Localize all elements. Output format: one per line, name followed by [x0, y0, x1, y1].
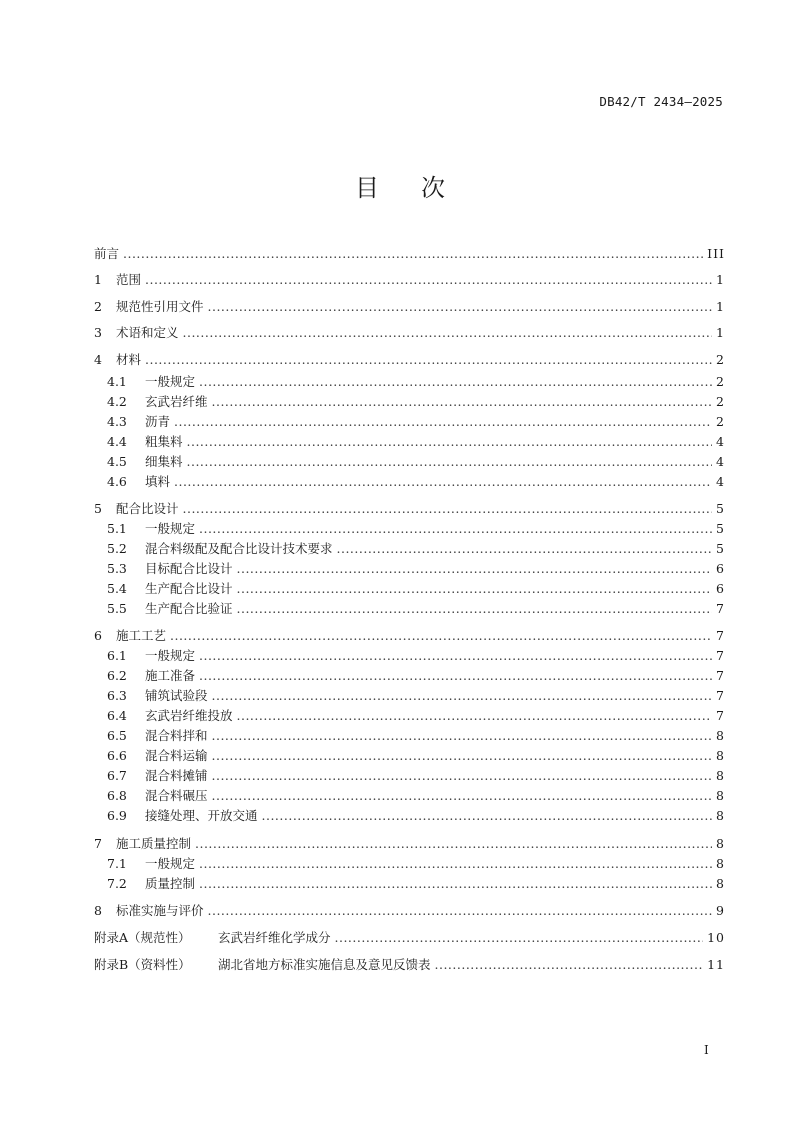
- toc-entry-page: 7: [716, 688, 725, 703]
- toc-entry-number: 5.1: [107, 521, 127, 536]
- toc-entry[interactable]: [94, 272, 725, 288]
- toc-entry-page: 2: [716, 394, 725, 409]
- toc-entry-label: 沥青: [145, 414, 171, 429]
- toc-entry-label: 混合料碾压: [145, 788, 208, 803]
- toc-entry-label: 细集料: [145, 454, 183, 469]
- toc-entry-number: 4.1: [107, 374, 127, 389]
- toc-leader-dots: [335, 930, 704, 946]
- toc-entry[interactable]: [107, 414, 725, 430]
- toc-entry[interactable]: [107, 561, 725, 577]
- toc-entry[interactable]: [107, 648, 725, 664]
- toc-entry[interactable]: [107, 581, 725, 597]
- toc-entry-label: 混合料运输: [145, 748, 208, 763]
- toc-entry-number: 4.4: [107, 434, 127, 449]
- toc-entry-label: 粗集料: [145, 434, 183, 449]
- toc-entry-label: 一般规定: [145, 856, 196, 871]
- toc-entry[interactable]: [107, 876, 725, 892]
- toc-entry-number: 4.3: [107, 414, 127, 429]
- toc-leader-dots: [199, 668, 712, 684]
- toc-entry-page: 2: [716, 352, 725, 367]
- toc-entry-number: 6: [94, 628, 102, 643]
- toc-entry-page: 7: [716, 601, 725, 616]
- document-code: DB42/T 2434—2025: [599, 94, 723, 109]
- toc-entry-label: 一般规定: [145, 648, 196, 663]
- page-title-char-2: 次: [421, 174, 445, 202]
- toc-leader-dots: [237, 601, 713, 617]
- toc-entry-number: 2: [94, 299, 102, 314]
- toc-entry[interactable]: [107, 394, 725, 410]
- toc-entry-number: 6.7: [107, 768, 127, 783]
- toc-entry-number: 3: [94, 325, 102, 340]
- toc-entry-page: 8: [716, 768, 725, 783]
- toc-entry[interactable]: [107, 454, 725, 470]
- toc-leader-dots: [337, 541, 713, 557]
- toc-leader-dots: [199, 648, 712, 664]
- toc-entry-number: 7: [94, 836, 102, 851]
- toc-entry-label: 一般规定: [145, 521, 196, 536]
- toc-entry[interactable]: [94, 352, 725, 368]
- toc-entry-page: 6: [716, 561, 725, 576]
- toc-entry-number: 6.2: [107, 668, 127, 683]
- toc-entry-page: 6: [716, 581, 725, 596]
- toc-entry-label: 质量控制: [145, 876, 196, 891]
- toc-leader-dots: [212, 788, 713, 804]
- toc-entry-number: 6.9: [107, 808, 127, 823]
- toc-leader-dots: [183, 325, 713, 341]
- toc-entry-page: 11: [707, 957, 725, 972]
- toc-entry-label: 前言: [94, 246, 120, 261]
- toc-leader-dots: [199, 856, 712, 872]
- toc-leader-dots: [237, 561, 713, 577]
- toc-entry-label: 混合料拌和: [145, 728, 208, 743]
- toc-entry-page: 4: [716, 454, 725, 469]
- toc-entry-label: 一般规定: [145, 374, 196, 389]
- toc-entry[interactable]: [107, 541, 725, 557]
- toc-leader-dots: [212, 748, 713, 764]
- toc-entry-label: 混合料摊铺: [145, 768, 208, 783]
- toc-entry-page: 4: [716, 434, 725, 449]
- toc-entry-page: 10: [707, 930, 725, 945]
- toc-entry-page: 1: [716, 299, 725, 314]
- toc-leader-dots: [195, 836, 712, 852]
- toc-entry-number: 4.6: [107, 474, 127, 489]
- toc-entry-page: 4: [716, 474, 725, 489]
- toc-leader-dots: [199, 374, 712, 390]
- toc-entry-number: 6.1: [107, 648, 127, 663]
- toc-entry-number: 5: [94, 501, 102, 516]
- toc-leader-dots: [145, 272, 712, 288]
- toc-leader-dots: [237, 581, 713, 597]
- toc-entry-page: 7: [716, 628, 725, 643]
- toc-entry-page: 7: [716, 708, 725, 723]
- toc-entry-label: 标准实施与评价: [116, 903, 204, 918]
- toc-entry[interactable]: [94, 501, 725, 517]
- toc-leader-dots: [199, 876, 712, 892]
- toc-entry[interactable]: [94, 628, 725, 644]
- toc-entry-page: 9: [716, 903, 725, 918]
- toc-entry-page: 8: [716, 728, 725, 743]
- toc-entry-label: 术语和定义: [116, 325, 179, 340]
- toc-leader-dots: [212, 394, 713, 410]
- toc-entry-label: 生产配合比验证: [145, 601, 233, 616]
- toc-entry[interactable]: [94, 903, 725, 919]
- toc-entry[interactable]: [107, 668, 725, 684]
- toc-leader-dots: [187, 454, 713, 470]
- toc-entry-label: 施工质量控制: [116, 836, 192, 851]
- toc-entry-page: 1: [716, 272, 725, 287]
- toc-entry[interactable]: [107, 708, 725, 724]
- toc-leader-dots: [208, 903, 713, 919]
- page-number: I: [704, 1043, 709, 1057]
- toc-entry-page: 5: [716, 521, 725, 536]
- toc-leader-dots: [199, 521, 712, 537]
- toc-entry-number: 4: [94, 352, 102, 367]
- toc-entry[interactable]: [94, 299, 725, 315]
- toc-entry-label: 湖北省地方标准实施信息及意见反馈表: [218, 957, 431, 972]
- toc-leader-dots: [187, 434, 713, 450]
- toc-leader-dots: [183, 501, 713, 517]
- toc-entry-number: 5.3: [107, 561, 127, 576]
- toc-entry-number: 附录A（规范性）: [94, 930, 191, 945]
- toc-entry-number: 6.4: [107, 708, 127, 723]
- toc-entry-number: 1: [94, 272, 102, 287]
- toc-entry-page: 8: [716, 856, 725, 871]
- toc-entry-label: 材料: [116, 352, 142, 367]
- toc-entry[interactable]: [107, 688, 725, 704]
- toc-entry[interactable]: [94, 325, 725, 341]
- toc-entry-page: 8: [716, 836, 725, 851]
- toc-entry-page: 8: [716, 788, 725, 803]
- toc-entry-page: 7: [716, 648, 725, 663]
- toc-leader-dots: [212, 768, 713, 784]
- toc-entry[interactable]: [107, 601, 725, 617]
- toc-entry[interactable]: [94, 930, 725, 946]
- toc-entry[interactable]: [107, 434, 725, 450]
- toc-entry[interactable]: [107, 788, 725, 804]
- toc-entry-page: 2: [716, 374, 725, 389]
- toc-leader-dots: [145, 352, 712, 368]
- toc-entry-label: 配合比设计: [116, 501, 179, 516]
- toc-entry[interactable]: [94, 246, 725, 262]
- toc-entry-number: 7.2: [107, 876, 127, 891]
- toc-leader-dots: [174, 414, 712, 430]
- toc-entry-label: 范围: [116, 272, 142, 287]
- toc-entry[interactable]: [107, 748, 725, 764]
- toc-entry[interactable]: [94, 957, 725, 973]
- toc-entry-label: 填料: [145, 474, 171, 489]
- toc-entry[interactable]: [107, 728, 725, 744]
- toc-entry-label: 规范性引用文件: [116, 299, 204, 314]
- toc-entry-label: 玄武岩纤维投放: [145, 708, 233, 723]
- toc-entry-page: 8: [716, 808, 725, 823]
- toc-entry-number: 6.5: [107, 728, 127, 743]
- toc-leader-dots: [174, 474, 712, 490]
- toc-entry-page: 5: [716, 541, 725, 556]
- toc-entry-label: 铺筑试验段: [145, 688, 208, 703]
- toc-entry-number: 4.2: [107, 394, 127, 409]
- toc-leader-dots: [212, 728, 713, 744]
- toc-entry-page: 8: [716, 876, 725, 891]
- toc-entry[interactable]: [107, 374, 725, 390]
- toc-entry[interactable]: [107, 768, 725, 784]
- toc-entry-page: 1: [716, 325, 725, 340]
- toc-entry-label: 生产配合比设计: [145, 581, 233, 596]
- toc-leader-dots: [435, 957, 704, 973]
- toc-entry[interactable]: [107, 808, 725, 824]
- toc-entry[interactable]: [107, 856, 725, 872]
- toc-entry-label: 混合料级配及配合比设计技术要求: [145, 541, 333, 556]
- toc-leader-dots: [123, 246, 703, 262]
- toc-leader-dots: [212, 688, 713, 704]
- toc-entry-number: 5.4: [107, 581, 127, 596]
- toc-entry-number: 5.5: [107, 601, 127, 616]
- toc-entry-label: 施工工艺: [116, 628, 167, 643]
- toc-entry-number: 6.3: [107, 688, 127, 703]
- toc-entry-number: 5.2: [107, 541, 127, 556]
- page-title-char-1: 目: [355, 174, 379, 202]
- toc-entry-page: III: [707, 246, 725, 261]
- toc-entry[interactable]: [94, 836, 725, 852]
- toc-leader-dots: [208, 299, 713, 315]
- toc-entry[interactable]: [107, 474, 725, 490]
- toc-entry-page: 7: [716, 668, 725, 683]
- toc-entry-label: 玄武岩纤维化学成分: [218, 930, 331, 945]
- toc-entry-page: 5: [716, 501, 725, 516]
- toc-entry-label: 玄武岩纤维: [145, 394, 208, 409]
- toc-entry-number: 7.1: [107, 856, 127, 871]
- toc-entry-label: 目标配合比设计: [145, 561, 233, 576]
- toc-leader-dots: [170, 628, 712, 644]
- toc-leader-dots: [262, 808, 713, 824]
- toc-entry-number: 8: [94, 903, 102, 918]
- toc-leader-dots: [237, 708, 713, 724]
- toc-entry-page: 2: [716, 414, 725, 429]
- toc-entry-number: 6.6: [107, 748, 127, 763]
- toc-entry-label: 施工准备: [145, 668, 196, 683]
- toc-entry-page: 8: [716, 748, 725, 763]
- toc-entry-number: 附录B（资料性）: [94, 957, 191, 972]
- toc-entry-number: 6.8: [107, 788, 127, 803]
- toc-entry-number: 4.5: [107, 454, 127, 469]
- toc-entry-label: 接缝处理、开放交通: [145, 808, 258, 823]
- toc-entry[interactable]: [107, 521, 725, 537]
